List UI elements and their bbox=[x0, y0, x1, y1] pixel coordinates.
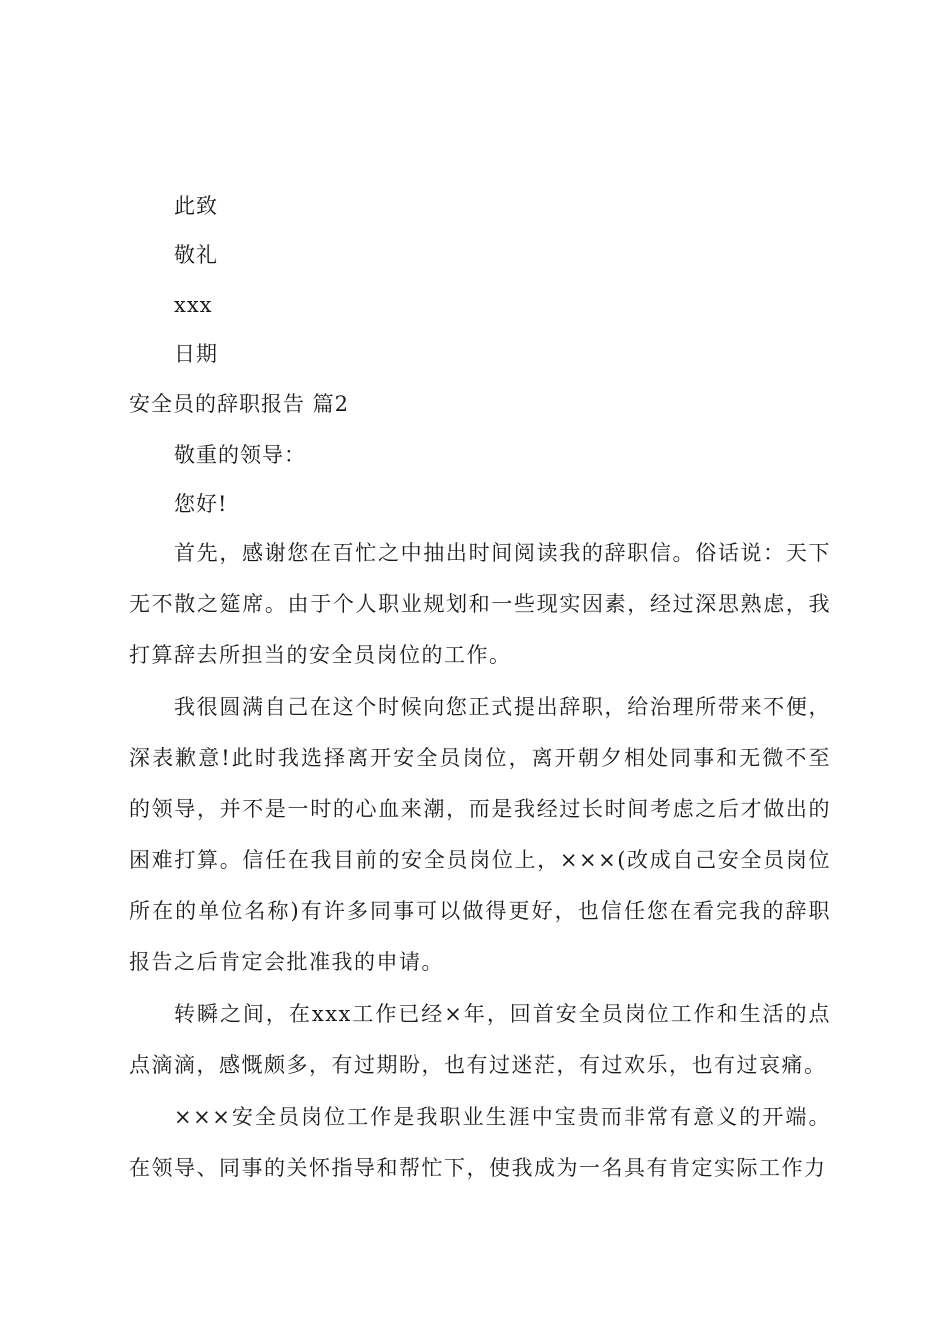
paragraph-1: 首先，感谢您在百忙之中抽出时间阅读我的辞职信。俗话说：天下无不散之筵席。由于个人职业规划和一些现实因素，经过深思熟虑，我打算辞去所担当的安全员岗位的工作。 bbox=[129, 541, 831, 667]
closing-date: 日期 bbox=[174, 342, 218, 366]
paragraph-4: ×××安全员岗位工作是我职业生涯中宝贵而非常有意义的开端。在领导、同事的关怀指导和帮忙下，使我成为一名具有肯定实际工作力 bbox=[129, 1105, 831, 1180]
hello-line: 您好! bbox=[174, 492, 228, 516]
greeting: 敬重的领导： bbox=[174, 443, 306, 467]
paragraph-2: 我很圆满自己在这个时候向您正式提出辞职，给治理所带来不便，深表歉意!此时我选择离开安全员岗位，离开朝夕相处同事和无微不至的领导，并不是一时的心血来潮，而是我经过长时间考虑之后才做出的困难打算。信任在我目前的安全员岗位上，×××(改成自己安全员岗位所在的单位名称)有许多同事可以做得更好，也信任您在看完我的辞职报告之后肯定会批准我的申请。 bbox=[129, 695, 831, 974]
closing-signature: xxx bbox=[174, 293, 213, 317]
closing-salutation-2: 敬礼 bbox=[174, 243, 218, 267]
closing-salutation-1: 此致 bbox=[174, 194, 218, 218]
paragraph-3: 转瞬之间，在xxx工作已经×年，回首安全员岗位工作和生活的点点滴滴，感慨颇多，有过期盼，也有过迷茫，有过欢乐，也有过哀痛。 bbox=[129, 1002, 831, 1077]
section-heading: 安全员的辞职报告 篇2 bbox=[129, 392, 350, 416]
